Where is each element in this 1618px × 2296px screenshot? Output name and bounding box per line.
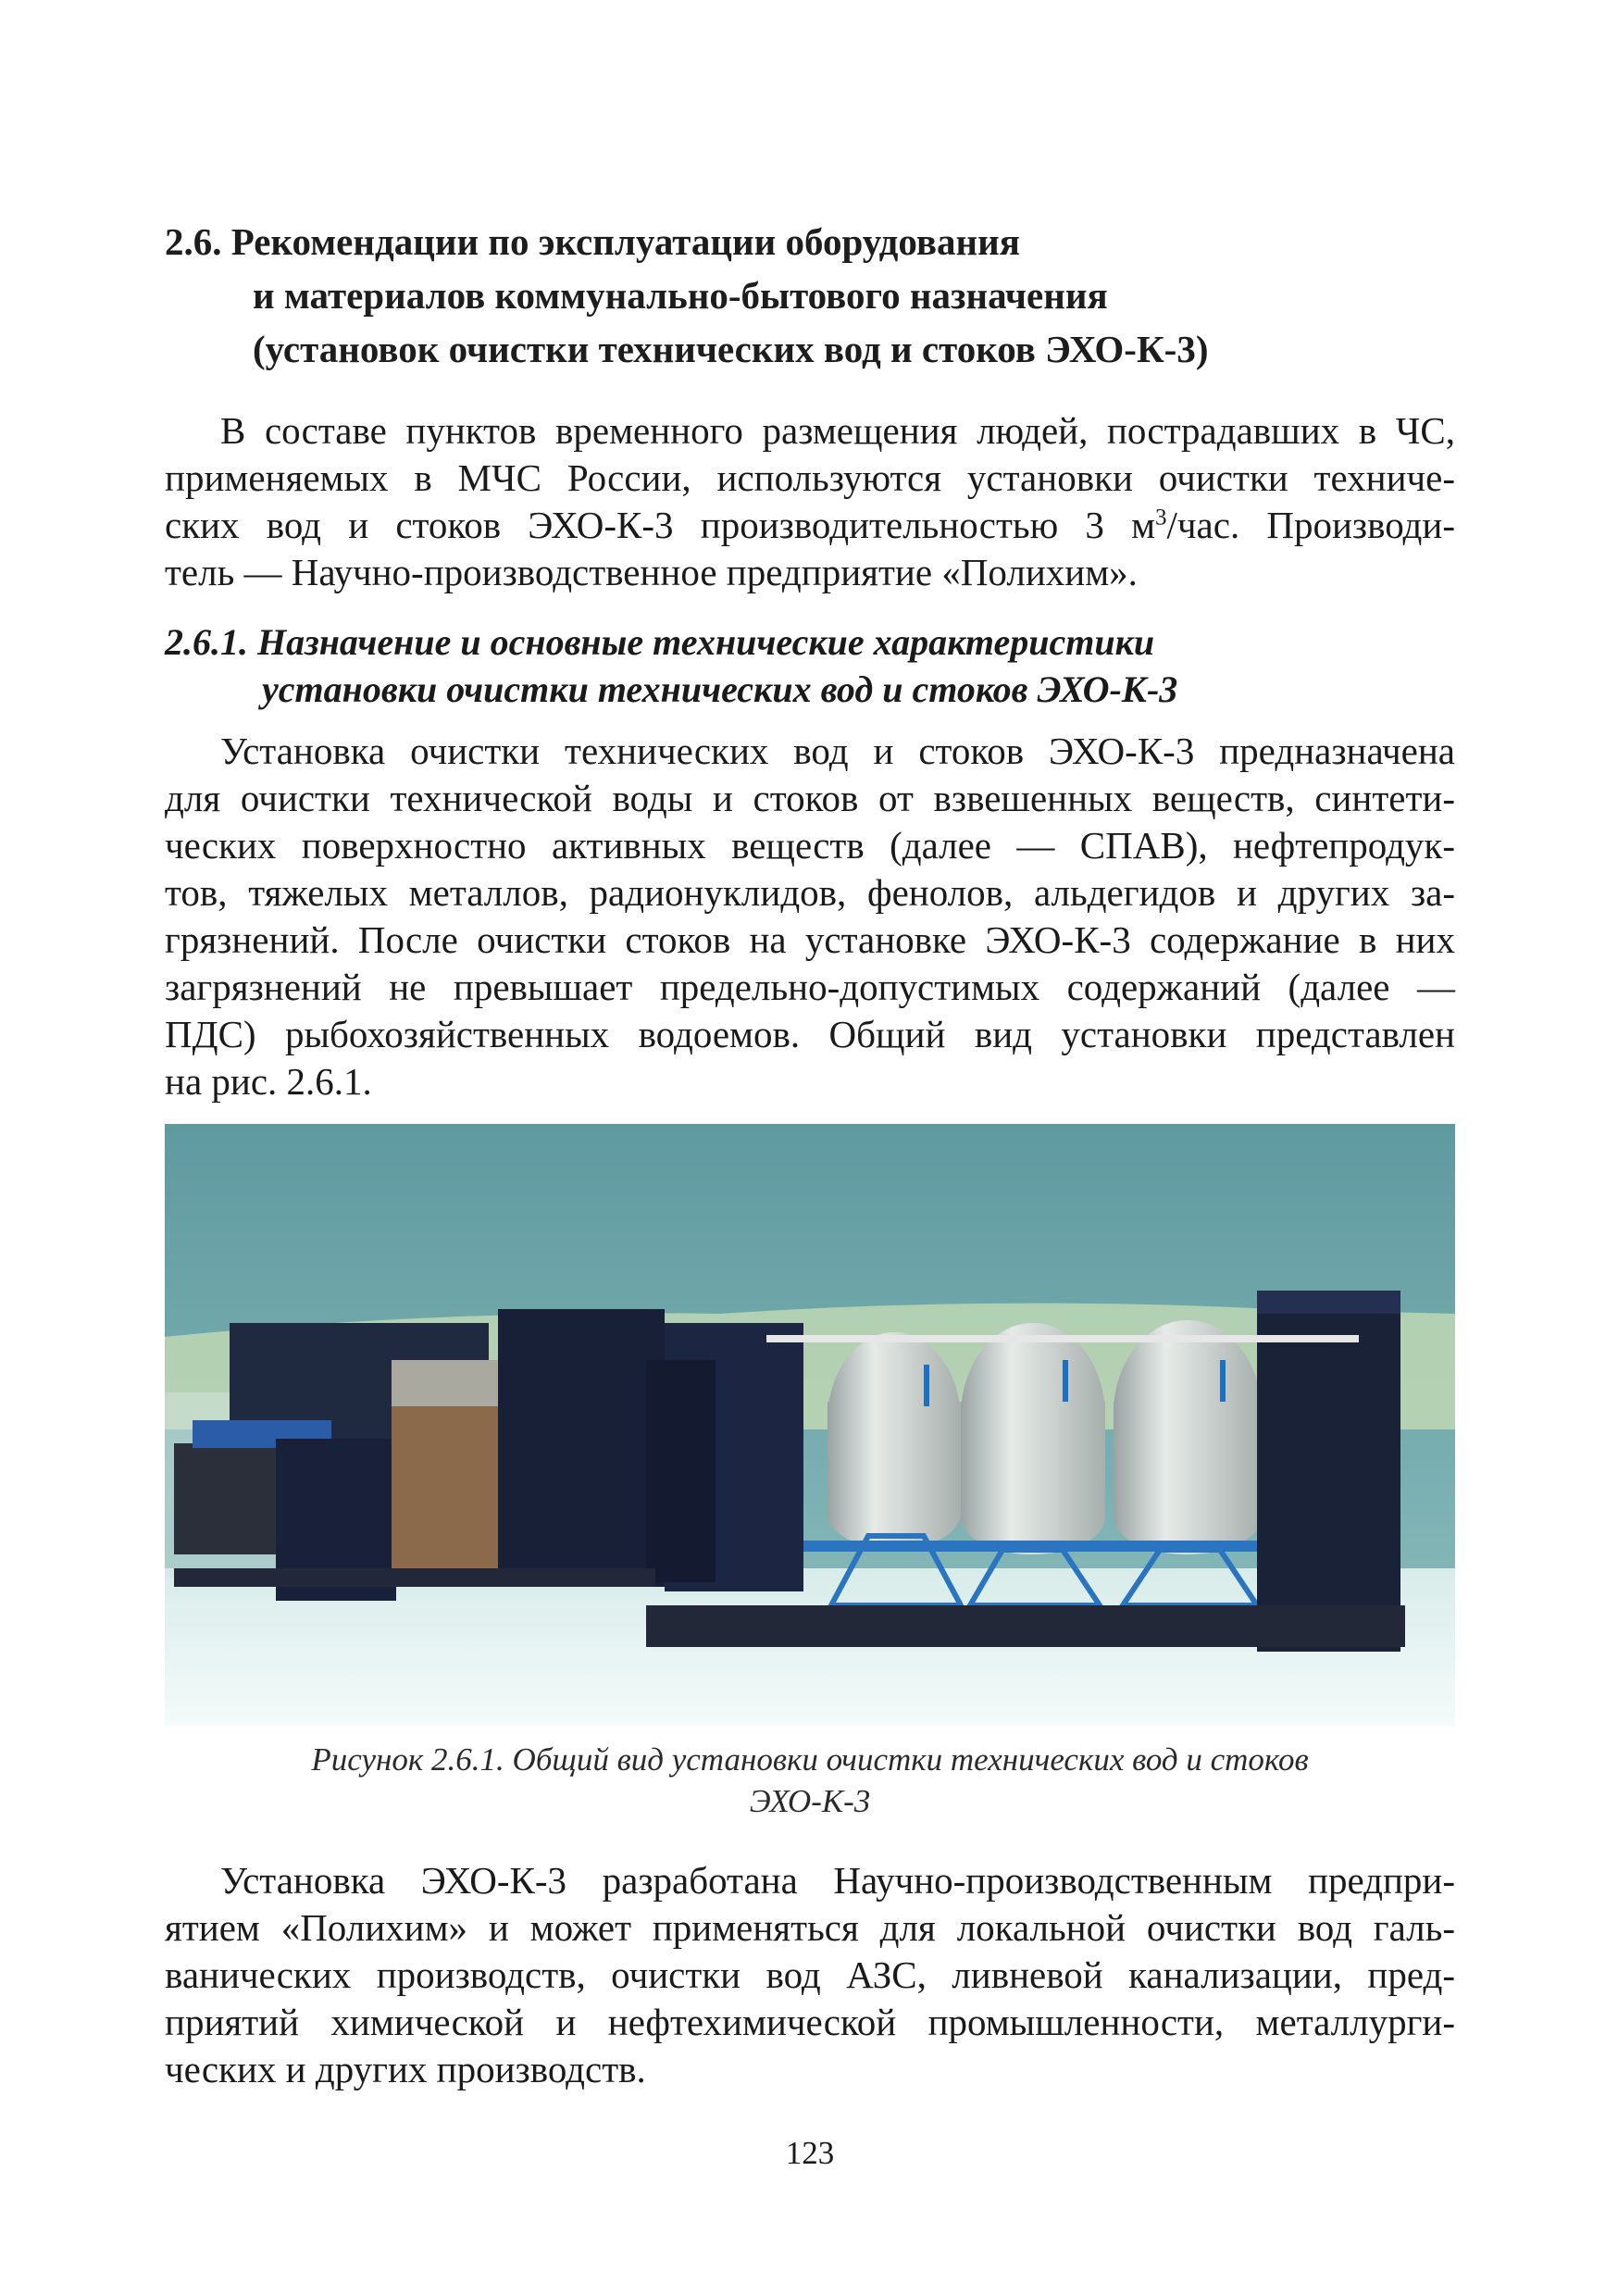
figure-caption: [165, 1739, 1455, 1822]
text-line: тов, тяжелых металлов, радионуклидов, фенолов, альдегидов и других за-: [165, 871, 1455, 914]
section-heading: [165, 215, 1455, 376]
superscript: 3: [1155, 505, 1167, 530]
section-heading-line: и материалов коммунально-бытового назначения: [253, 274, 1108, 317]
equipment-photo: [165, 1124, 1455, 1726]
text-fragment: ских вод и стоков ЭХО-К-3 производительностью 3 м: [165, 504, 1156, 546]
text-line: применяемых в МЧС России, используются установки очистки техниче-: [165, 456, 1455, 499]
caption-line: Рисунок 2.6.1. Общий вид установки очистки технических вод и стоков: [311, 1741, 1309, 1778]
subsection-heading-line: 2.6.1. Назначение и основные технические характеристики: [165, 621, 1155, 663]
text-line: В составе пунктов временного размещения людей, пострадавших в ЧС,: [220, 409, 1455, 452]
text-line: [165, 502, 1455, 549]
text-line: загрязнений не превышает предельно-допустимых содержаний (далее —: [165, 966, 1455, 1008]
subsection-heading-line: установки очистки технических вод и стоков ЭХО-К-3: [262, 668, 1178, 710]
caption-line: ЭХО-К-3: [749, 1783, 871, 1819]
application-paragraph: [165, 1857, 1455, 2093]
text-line: грязнений. После очистки стоков на установке ЭХО-К-3 содержание в них: [165, 918, 1455, 961]
purpose-paragraph: [165, 728, 1455, 1105]
page-number: 123: [785, 2135, 835, 2171]
section-heading-line: 2.6. Рекомендации по эксплуатации оборудования: [165, 220, 1020, 263]
intro-paragraph: [165, 407, 1455, 596]
text-line: ческих поверхностно активных веществ (далее — СПАВ), нефтепродук-: [165, 824, 1455, 867]
text-line: приятий химической и нефтехимической промышленности, металлурги-: [165, 2001, 1455, 2043]
text-line: Установка очистки технических вод и стоков ЭХО-К-3 предназначена: [220, 730, 1455, 772]
text-line: для очистки технической воды и стоков от взвешенных веществ, синтети-: [165, 777, 1455, 819]
text-line: ятием «Полихим» и может применяться для локальной очистки вод галь-: [165, 1906, 1455, 1949]
section-heading-line: (установок очистки технических вод и стоков ЭХО-К-3): [253, 328, 1209, 370]
text-line: на рис. 2.6.1.: [165, 1060, 372, 1103]
text-line: ванических производств, очистки вод АЗС, ливневой канализации, пред-: [165, 1953, 1455, 1996]
text-line: ПДС) рыбохозяйственных водоемов. Общий вид установки представлен: [165, 1013, 1455, 1055]
text-line: тель — Научно-производственное предприятие «Полихим».: [165, 551, 1138, 593]
document-page: [165, 0, 1455, 2296]
text-fragment: /час. Производи-: [1166, 504, 1455, 546]
subsection-heading: [165, 618, 1455, 713]
text-line: ческих и других производств.: [165, 2048, 646, 2090]
text-line: Установка ЭХО-К-3 разработана Научно-производственным предпри-: [220, 1859, 1455, 1902]
